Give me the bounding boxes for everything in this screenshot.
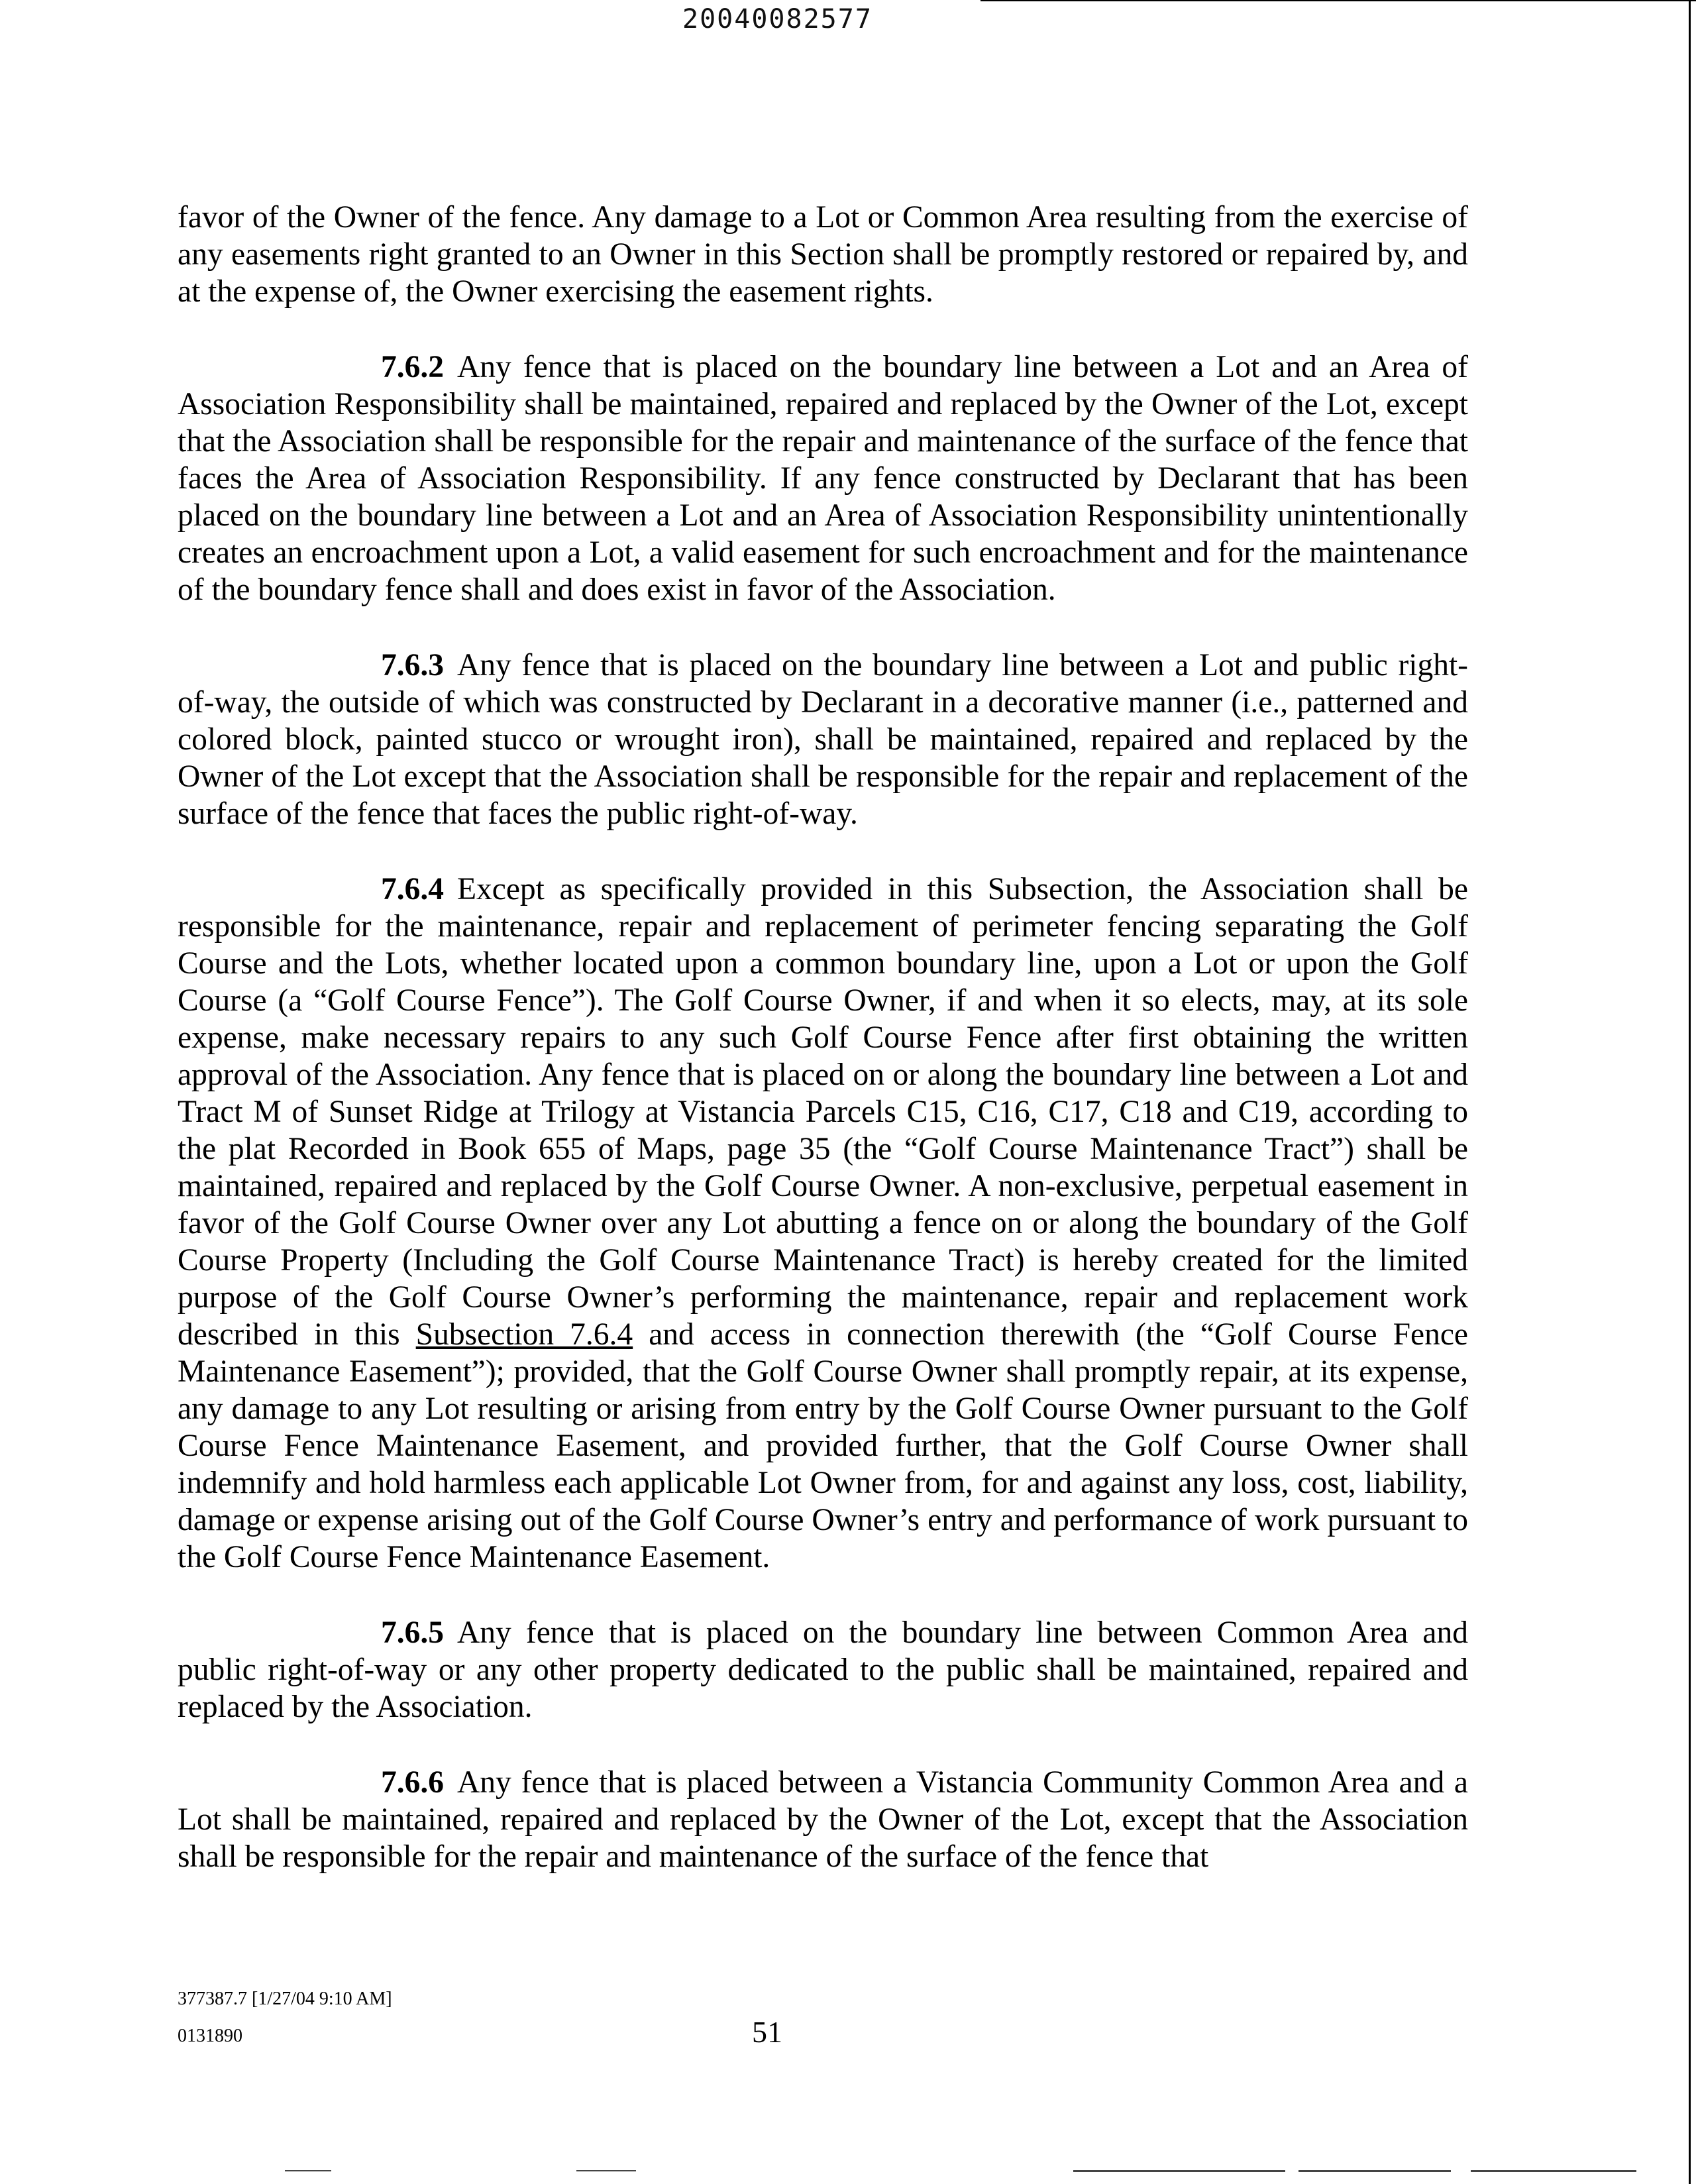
document-body	[178, 199, 1468, 1914]
section-7-6-6	[178, 1764, 1468, 1875]
section-7-6-3	[178, 647, 1468, 832]
section-text: Any fence that is placed between a Vistancia Community Common Area and a Lot shall be maintained, repaired and replaced by the Owner of the Lot, except that the Association shall be responsible for the repair and maintenance of the surface of the fence that	[178, 1765, 1468, 1874]
section-text-continued: and access in connection therewith (the “Golf Course Fence Maintenance Easement”); provided, that the Golf Course Owner shall promptly repair, at its expense, any damage to any Lot resulting or arising from entry by the Golf Course Owner pursuant to the Golf Course Fence Maintenance Easement, and provided further, that the Golf Course Owner shall indemnify and hold harmless each applicable Lot Owner from, for and against any loss, cost, liability, damage or expense arising out of the Golf Course Owner’s entry and performance of work pursuant to the Golf Course Fence Maintenance Easement.	[178, 1317, 1469, 1574]
section-text: Any fence that is placed on the boundary line between a Lot and an Area of Association Responsibility shall be maintained, repaired and replaced by the Owner of the Lot, except that the Association shall be responsible for the repair and maintenance of the surface of the fence that faces the Area of Association Responsibility. If any fence constructed by Declarant that has been placed on the boundary line between a Lot and an Area of Association Responsibility unintentionally creates an encroachment upon a Lot, a valid easement for such encroachment and for the maintenance of the boundary fence shall and does exist in favor of the Association.	[178, 350, 1468, 607]
section-number: 7.6.4	[381, 872, 444, 906]
section-text: Any fence that is placed on the boundary line between Common Area and public right-of-way or any other property dedicated to the public shall be maintained, repaired and replaced by the Association.	[178, 1615, 1468, 1724]
section-7-6-4	[178, 871, 1468, 1576]
subsection-cross-reference: Subsection 7.6.4	[415, 1317, 633, 1352]
scan-artifact-marks	[0, 2168, 1696, 2175]
top-border-line	[980, 0, 1696, 1]
right-border-line	[1689, 0, 1691, 2184]
section-text: Except as specifically provided in this Subsection, the Association shall be responsible for the maintenance, repair and replacement of perimeter fencing separating the Golf Course and the Lots, whether located upon a common boundary line, upon a Lot or upon the Golf Course (a “Golf Course Fence”). The Golf Course Owner, if and when it so elects, may, at its sole expense, make necessary repairs to any such Golf Course Fence after first obtaining the written approval of the Association. Any fence that is placed on or along the boundary line between a Lot and Tract M of Sunset Ridge at Trilogy at Vistancia Parcels C15, C16, C17, C18 and C19, according to the plat Recorded in Book 655 of Maps, page 35 (the “Golf Course Maintenance Tract”) shall be maintained, repaired and replaced by the Golf Course Owner. A non-exclusive, perpetual easement in favor of the Golf Course Owner over any Lot abutting a fence on or along the boundary of the Golf Course Property (Including the Golf Course Maintenance Tract) is hereby created for the limited purpose of the Golf Course Owner’s performing the maintenance, repair and replacement work described in this	[178, 872, 1468, 1352]
section-number: 7.6.5	[381, 1615, 444, 1650]
paragraph-continuation	[178, 199, 1468, 310]
section-number: 7.6.2	[381, 350, 444, 384]
section-text: Any fence that is placed on the boundary line between a Lot and public right-of-way, the outside of which was constructed by Declarant in a decorative manner (i.e., patterned and colored block, painted stucco or wrought iron), shall be maintained, repaired and replaced by the Owner of the Lot except that the Association shall be responsible for the repair and replacement of the surface of the fence that faces the public right-of-way.	[178, 648, 1468, 831]
recording-number: 20040082577	[682, 4, 873, 34]
section-7-6-2	[178, 349, 1468, 608]
section-7-6-5	[178, 1614, 1468, 1725]
footer-document-id: 377387.7 [1/27/04 9:10 AM]	[178, 1989, 392, 2009]
paragraph-text: favor of the Owner of the fence. Any damage to a Lot or Common Area resulting from the exercise of any easements right granted to an Owner in this Section shall be promptly restored or repaired by, and at the expense of, the Owner exercising the easement rights.	[178, 200, 1468, 309]
section-number: 7.6.3	[381, 648, 444, 682]
section-number: 7.6.6	[381, 1765, 444, 1800]
footer-client-number: 0131890	[178, 2026, 242, 2046]
page-number: 51	[752, 2015, 782, 2049]
